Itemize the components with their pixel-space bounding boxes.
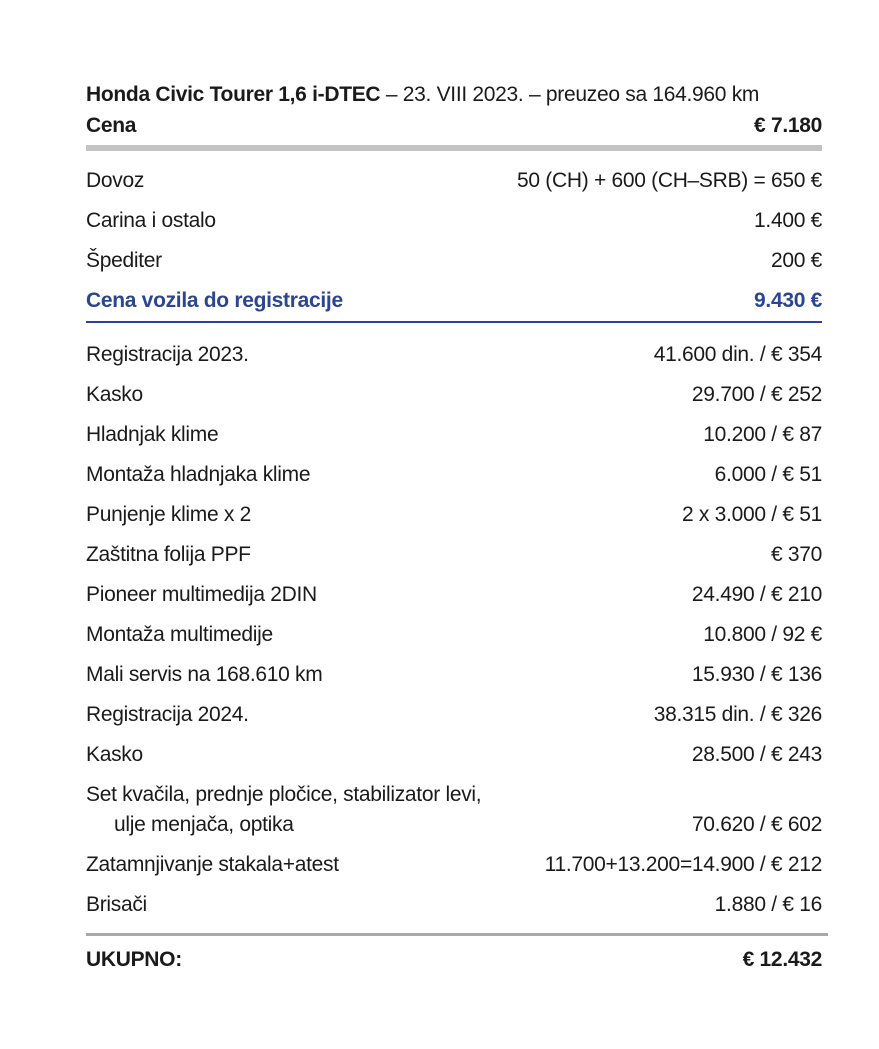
expense-value: 28.500 / € 243 — [691, 743, 822, 766]
expense-label: Kasko — [86, 743, 143, 766]
expense-row — [86, 735, 822, 775]
cost-value: 50 (CH) + 600 (CH–SRB) = 650 € — [517, 169, 822, 192]
expense-row — [86, 885, 822, 925]
vehicle-name: Honda Civic Tourer 1,6 i-DTEC — [86, 83, 381, 106]
expense-row — [86, 655, 822, 695]
expense-row — [86, 455, 822, 495]
expenses-section — [86, 335, 822, 925]
cost-label: Carina i ostalo — [86, 209, 216, 232]
expense-row-multiline — [86, 775, 822, 845]
subtotal-label: Cena vozila do registracije — [86, 289, 343, 312]
cost-document — [86, 80, 822, 980]
expense-label: Zaštitna folija PPF — [86, 543, 251, 566]
expense-row — [86, 335, 822, 375]
price-divider — [86, 145, 822, 151]
expense-label: Registracija 2024. — [86, 703, 249, 726]
expense-value: 24.490 / € 210 — [691, 583, 822, 606]
price-value: € 7.180 — [754, 114, 822, 137]
expense-label: Hladnjak klime — [86, 423, 219, 446]
expense-label-line2: ulje menjača, optika — [114, 813, 294, 836]
expense-label-line1: Set kvačila, prednje pločice, stabilizator levi, — [86, 783, 482, 806]
expense-row — [86, 375, 822, 415]
expense-value: 10.800 / 92 € — [703, 623, 822, 646]
expense-row — [86, 415, 822, 455]
expense-value: 2 x 3.000 / € 51 — [682, 503, 822, 526]
subtotal-row — [86, 281, 822, 321]
total-row — [86, 940, 822, 980]
expense-label: Montaža hladnjaka klime — [86, 463, 311, 486]
expense-value: 11.700+13.200=14.900 / € 212 — [544, 853, 822, 876]
import-costs-section — [86, 161, 822, 281]
expense-row — [86, 535, 822, 575]
expense-label: Mali servis na 168.610 km — [86, 663, 323, 686]
expense-row — [86, 845, 822, 885]
cost-row — [86, 241, 822, 281]
price-label: Cena — [86, 114, 137, 137]
expense-value: 29.700 / € 252 — [691, 383, 822, 406]
price-row — [86, 110, 822, 142]
subtotal-divider — [86, 321, 822, 323]
total-value: € 12.432 — [742, 948, 822, 971]
expense-label: Montaža multimedije — [86, 623, 273, 646]
expense-row — [86, 615, 822, 655]
expense-label: Registracija 2023. — [86, 343, 249, 366]
expense-value: 41.600 din. / € 354 — [653, 343, 822, 366]
document-title — [86, 80, 822, 110]
title-details: – 23. VIII 2023. – preuzeo sa 164.960 km — [380, 83, 760, 106]
expense-value: 10.200 / € 87 — [703, 423, 822, 446]
expense-label — [86, 780, 481, 840]
expense-label: Punjenje klime x 2 — [86, 503, 252, 526]
expense-label: Brisači — [86, 893, 147, 916]
expense-value: 38.315 din. / € 326 — [653, 703, 822, 726]
cost-value: 1.400 € — [754, 209, 822, 232]
expense-label: Zatamnjivanje stakala+atest — [86, 853, 339, 876]
expense-label: Pioneer multimedija 2DIN — [86, 583, 317, 606]
subtotal-value: 9.430 € — [754, 289, 822, 312]
expense-row — [86, 575, 822, 615]
expense-row — [86, 495, 822, 535]
cost-row — [86, 161, 822, 201]
total-label: UKUPNO: — [86, 948, 182, 971]
cost-row — [86, 201, 822, 241]
expense-value: € 370 — [770, 543, 822, 566]
cost-label: Špediter — [86, 249, 162, 272]
expense-value: 1.880 / € 16 — [714, 893, 822, 916]
expense-row — [86, 695, 822, 735]
total-divider — [86, 933, 828, 936]
expense-value: 15.930 / € 136 — [691, 663, 822, 686]
cost-label: Dovoz — [86, 169, 145, 192]
expense-value: 6.000 / € 51 — [714, 463, 822, 486]
expense-label: Kasko — [86, 383, 143, 406]
cost-value: 200 € — [770, 249, 822, 272]
expense-value: 70.620 / € 602 — [691, 813, 822, 836]
